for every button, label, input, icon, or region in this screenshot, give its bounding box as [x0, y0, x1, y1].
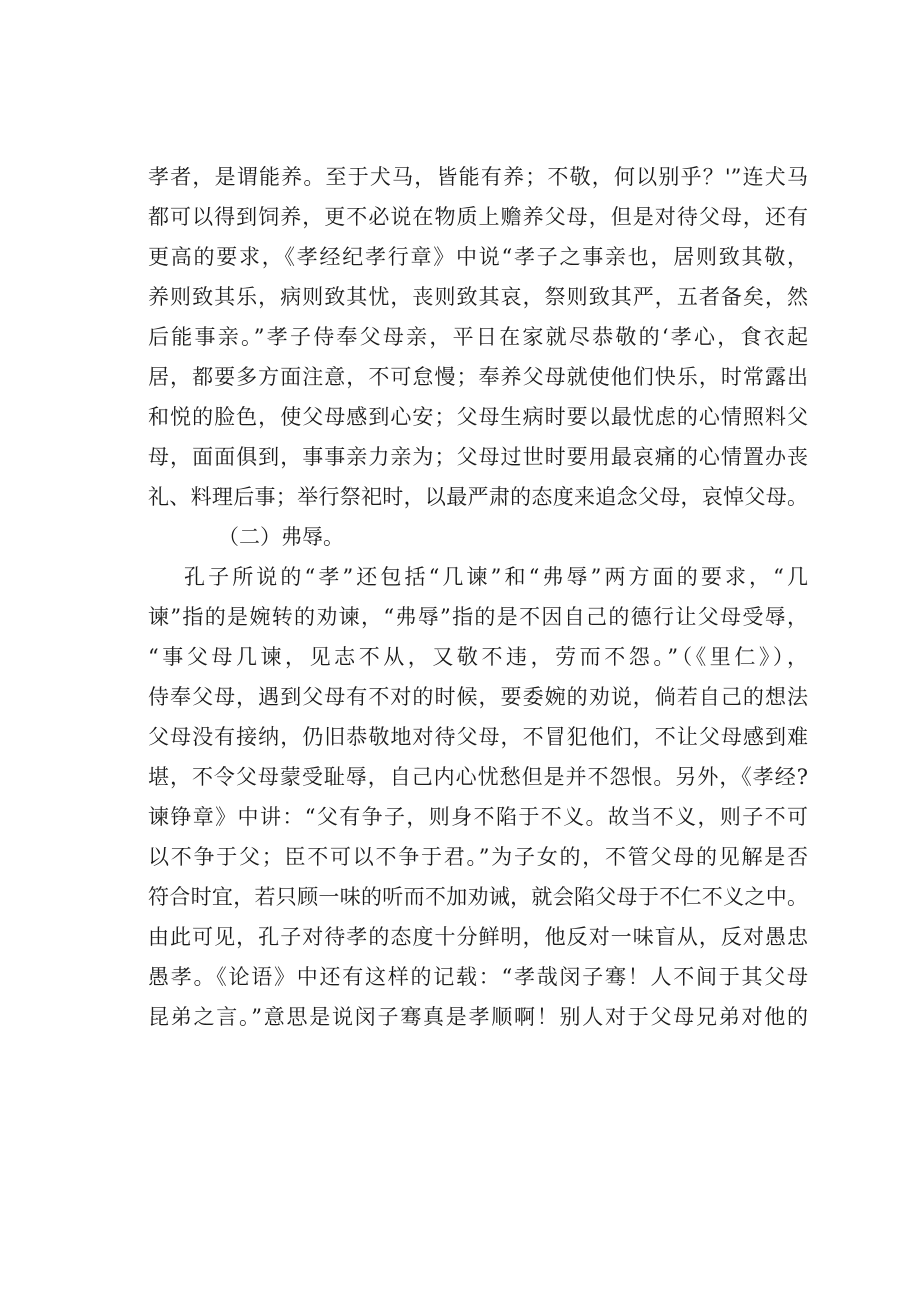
body-text: [148, 157, 808, 1037]
text-line: 谏”指的是婉转的劝谏，“弗辱”指的是不因自己的德行让父母受辱，: [148, 605, 808, 629]
paragraph-first-line: 孔子所说的“孝”还包括“几谏”和“弗辱”两方面的要求，“几: [184, 565, 808, 589]
text-line: 孝者，是谓能养。至于犬马，皆能有养；不敬，何以别乎？'”连犬马: [148, 165, 808, 189]
text-line: 父母没有接纳，仍旧恭敬地对待父母，不冒犯他们，不让父母感到难: [148, 725, 808, 749]
text-line: 礼、料理后事；举行祭祀时，以最严肃的态度来追念父母，哀悼父母。: [148, 485, 808, 509]
text-line: 母，面面俱到，事事亲力亲为；父母过世时要用最哀痛的心情置办丧: [148, 445, 808, 469]
text-line: 昆弟之言。”意思是说闵子骞真是孝顺啊！别人对于父母兄弟对他的: [148, 1005, 808, 1029]
text-line: 养则致其乐，病则致其忧，丧则致其哀，祭则致其严，五者备矣，然: [148, 285, 808, 309]
text-line: 谏铮章》中讲：“父有争子，则身不陷于不义。故当不义，则子不可: [148, 805, 808, 829]
text-line: 都可以得到饲养，更不必说在物质上赡养父母，但是对待父母，还有: [148, 205, 808, 229]
text-line: 居，都要多方面注意，不可怠慢；奉养父母就使他们快乐，时常露出: [148, 365, 808, 389]
text-line: 愚孝。《论语》中还有这样的记载：“孝哉闵子骞！人不间于其父母: [148, 965, 808, 989]
text-line: 符合时宜，若只顾一味的听而不加劝诫，就会陷父母于不仁不义之中。: [148, 885, 808, 909]
section-heading: （二）弗辱。: [218, 525, 344, 549]
text-line: 侍奉父母，遇到父母有不对的时候，要委婉的劝说，倘若自己的想法: [148, 685, 808, 709]
text-line: 后能事亲。”孝子侍奉父母亲，平日在家就尽恭敬的‘孝心，食衣起: [148, 325, 808, 349]
text-line: 堪，不令父母蒙受耻辱，自己内心忧愁但是并不怨恨。另外，《孝经?: [148, 765, 808, 789]
text-line: 更高的要求，《孝经纪孝行章》中说“孝子之事亲也，居则致其敬，: [148, 245, 808, 269]
text-line: “事父母几谏，见志不从，又敬不违，劳而不怨。”（《里仁》），: [148, 645, 808, 669]
text-line: 以不争于父；臣不可以不争于君。”为子女的，不管父母的见解是否: [148, 845, 808, 869]
text-line: 由此可见，孔子对待孝的态度十分鲜明，他反对一味盲从，反对愚忠: [148, 925, 808, 949]
text-line: 和悦的脸色，使父母感到心安；父母生病时要以最忧虑的心情照料父: [148, 405, 808, 429]
